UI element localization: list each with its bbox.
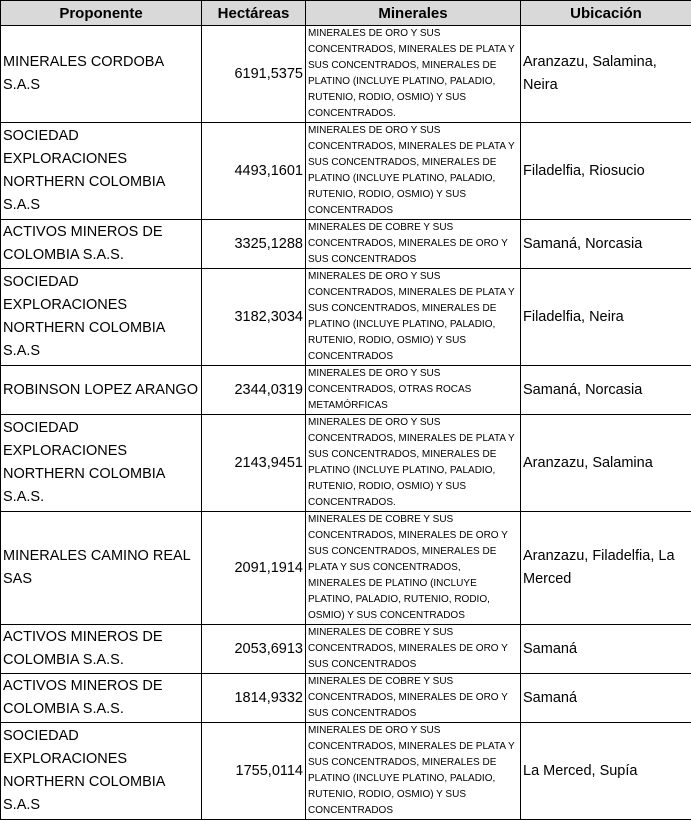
cell-ubicacion: Filadelfia, Riosucio [521, 123, 691, 220]
cell-minerales: MINERALES DE COBRE Y SUS CONCENTRADOS, MINERALES DE ORO Y SUS CONCENTRADOS [306, 220, 521, 269]
cell-proponente: ACTIVOS MINEROS DE COLOMBIA S.A.S. [1, 220, 202, 269]
cell-minerales: MINERALES DE COBRE Y SUS CONCENTRADOS, MINERALES DE ORO Y SUS CONCENTRADOS [306, 625, 521, 674]
cell-proponente: ROBINSON LOPEZ ARANGO [1, 366, 202, 415]
cell-minerales: MINERALES DE COBRE Y SUS CONCENTRADOS, MINERALES DE ORO Y SUS CONCENTRADOS [306, 674, 521, 723]
header-row [1, 1, 691, 26]
cell-minerales: MINERALES DE ORO Y SUS CONCENTRADOS, OTRAS ROCAS METAMÓRFICAS [306, 366, 521, 415]
table-row [1, 366, 691, 415]
table-row [1, 512, 691, 625]
cell-proponente: MINERALES CORDOBA S.A.S [1, 26, 202, 123]
cell-hectareas: 2053,6913 [202, 625, 306, 674]
cell-minerales: MINERALES DE ORO Y SUS CONCENTRADOS, MINERALES DE PLATA Y SUS CONCENTRADOS, MINERALES DE PLATINO (INCLUYE PLATINO, PALADIO, RUTENIO, RODIO, OSMIO) Y SUS CONCENTRADOS [306, 723, 521, 820]
cell-minerales: MINERALES DE ORO Y SUS CONCENTRADOS, MINERALES DE PLATA Y SUS CONCENTRADOS, MINERALES DE PLATINO (INCLUYE PLATINO, PALADIO, RUTENIO, RODIO, OSMIO) Y SUS CONCENTRADOS [306, 123, 521, 220]
cell-ubicacion: Samaná, Norcasia [521, 366, 691, 415]
cell-ubicacion: Samaná, Norcasia [521, 220, 691, 269]
table-row [1, 123, 691, 220]
cell-ubicacion: Filadelfia, Neira [521, 269, 691, 366]
cell-hectareas: 2091,1914 [202, 512, 306, 625]
cell-minerales: MINERALES DE COBRE Y SUS CONCENTRADOS, MINERALES DE ORO Y SUS CONCENTRADOS, MINERALES DE PLATA Y SUS CONCENTRADOS, MINERALES DE PLATINO (INCLUYE PLATINO, PALADIO, RUTENIO, RODIO, OSMIO) Y SUS CONCENTRADOS [306, 512, 521, 625]
cell-proponente: MINERALES CAMINO REAL SAS [1, 512, 202, 625]
header-proponente: Proponente [1, 1, 202, 26]
table-row [1, 220, 691, 269]
cell-proponente: ACTIVOS MINEROS DE COLOMBIA S.A.S. [1, 625, 202, 674]
cell-minerales: MINERALES DE ORO Y SUS CONCENTRADOS, MINERALES DE PLATA Y SUS CONCENTRADOS, MINERALES DE PLATINO (INCLUYE PLATINO, PALADIO, RUTENIO, RODIO, OSMIO) Y SUS CONCENTRADOS. [306, 26, 521, 123]
cell-hectareas: 3182,3034 [202, 269, 306, 366]
header-hectareas: Hectáreas [202, 1, 306, 26]
cell-minerales: MINERALES DE ORO Y SUS CONCENTRADOS, MINERALES DE PLATA Y SUS CONCENTRADOS, MINERALES DE PLATINO (INCLUYE PLATINO, PALADIO, RUTENIO, RODIO, OSMIO) Y SUS CONCENTRADOS. [306, 415, 521, 512]
cell-ubicacion: Aranzazu, Salamina, Neira [521, 26, 691, 123]
table-row [1, 625, 691, 674]
cell-proponente: ACTIVOS MINEROS DE COLOMBIA S.A.S. [1, 674, 202, 723]
cell-proponente: SOCIEDAD EXPLORACIONES NORTHERN COLOMBIA S.A.S [1, 123, 202, 220]
cell-ubicacion: Samaná [521, 674, 691, 723]
cell-hectareas: 1755,0114 [202, 723, 306, 820]
cell-proponente: SOCIEDAD EXPLORACIONES NORTHERN COLOMBIA S.A.S. [1, 415, 202, 512]
cell-hectareas: 2344,0319 [202, 366, 306, 415]
cell-hectareas: 6191,5375 [202, 26, 306, 123]
cell-ubicacion: La Merced, Supía [521, 723, 691, 820]
cell-proponente: SOCIEDAD EXPLORACIONES NORTHERN COLOMBIA S.A.S [1, 269, 202, 366]
header-minerales: Minerales [306, 1, 521, 26]
table-row [1, 415, 691, 512]
cell-minerales: MINERALES DE ORO Y SUS CONCENTRADOS, MINERALES DE PLATA Y SUS CONCENTRADOS, MINERALES DE PLATINO (INCLUYE PLATINO, PALADIO, RUTENIO, RODIO, OSMIO) Y SUS CONCENTRADOS [306, 269, 521, 366]
table-row [1, 674, 691, 723]
cell-hectareas: 2143,9451 [202, 415, 306, 512]
cell-proponente: SOCIEDAD EXPLORACIONES NORTHERN COLOMBIA S.A.S [1, 723, 202, 820]
table-row [1, 26, 691, 123]
cell-hectareas: 4493,1601 [202, 123, 306, 220]
cell-hectareas: 1814,9332 [202, 674, 306, 723]
table-row [1, 269, 691, 366]
header-ubicacion: Ubicación [521, 1, 691, 26]
table-row [1, 723, 691, 820]
cell-ubicacion: Aranzazu, Salamina [521, 415, 691, 512]
cell-ubicacion: Samaná [521, 625, 691, 674]
cell-hectareas: 3325,1288 [202, 220, 306, 269]
cell-ubicacion: Aranzazu, Filadelfia, La Merced [521, 512, 691, 625]
